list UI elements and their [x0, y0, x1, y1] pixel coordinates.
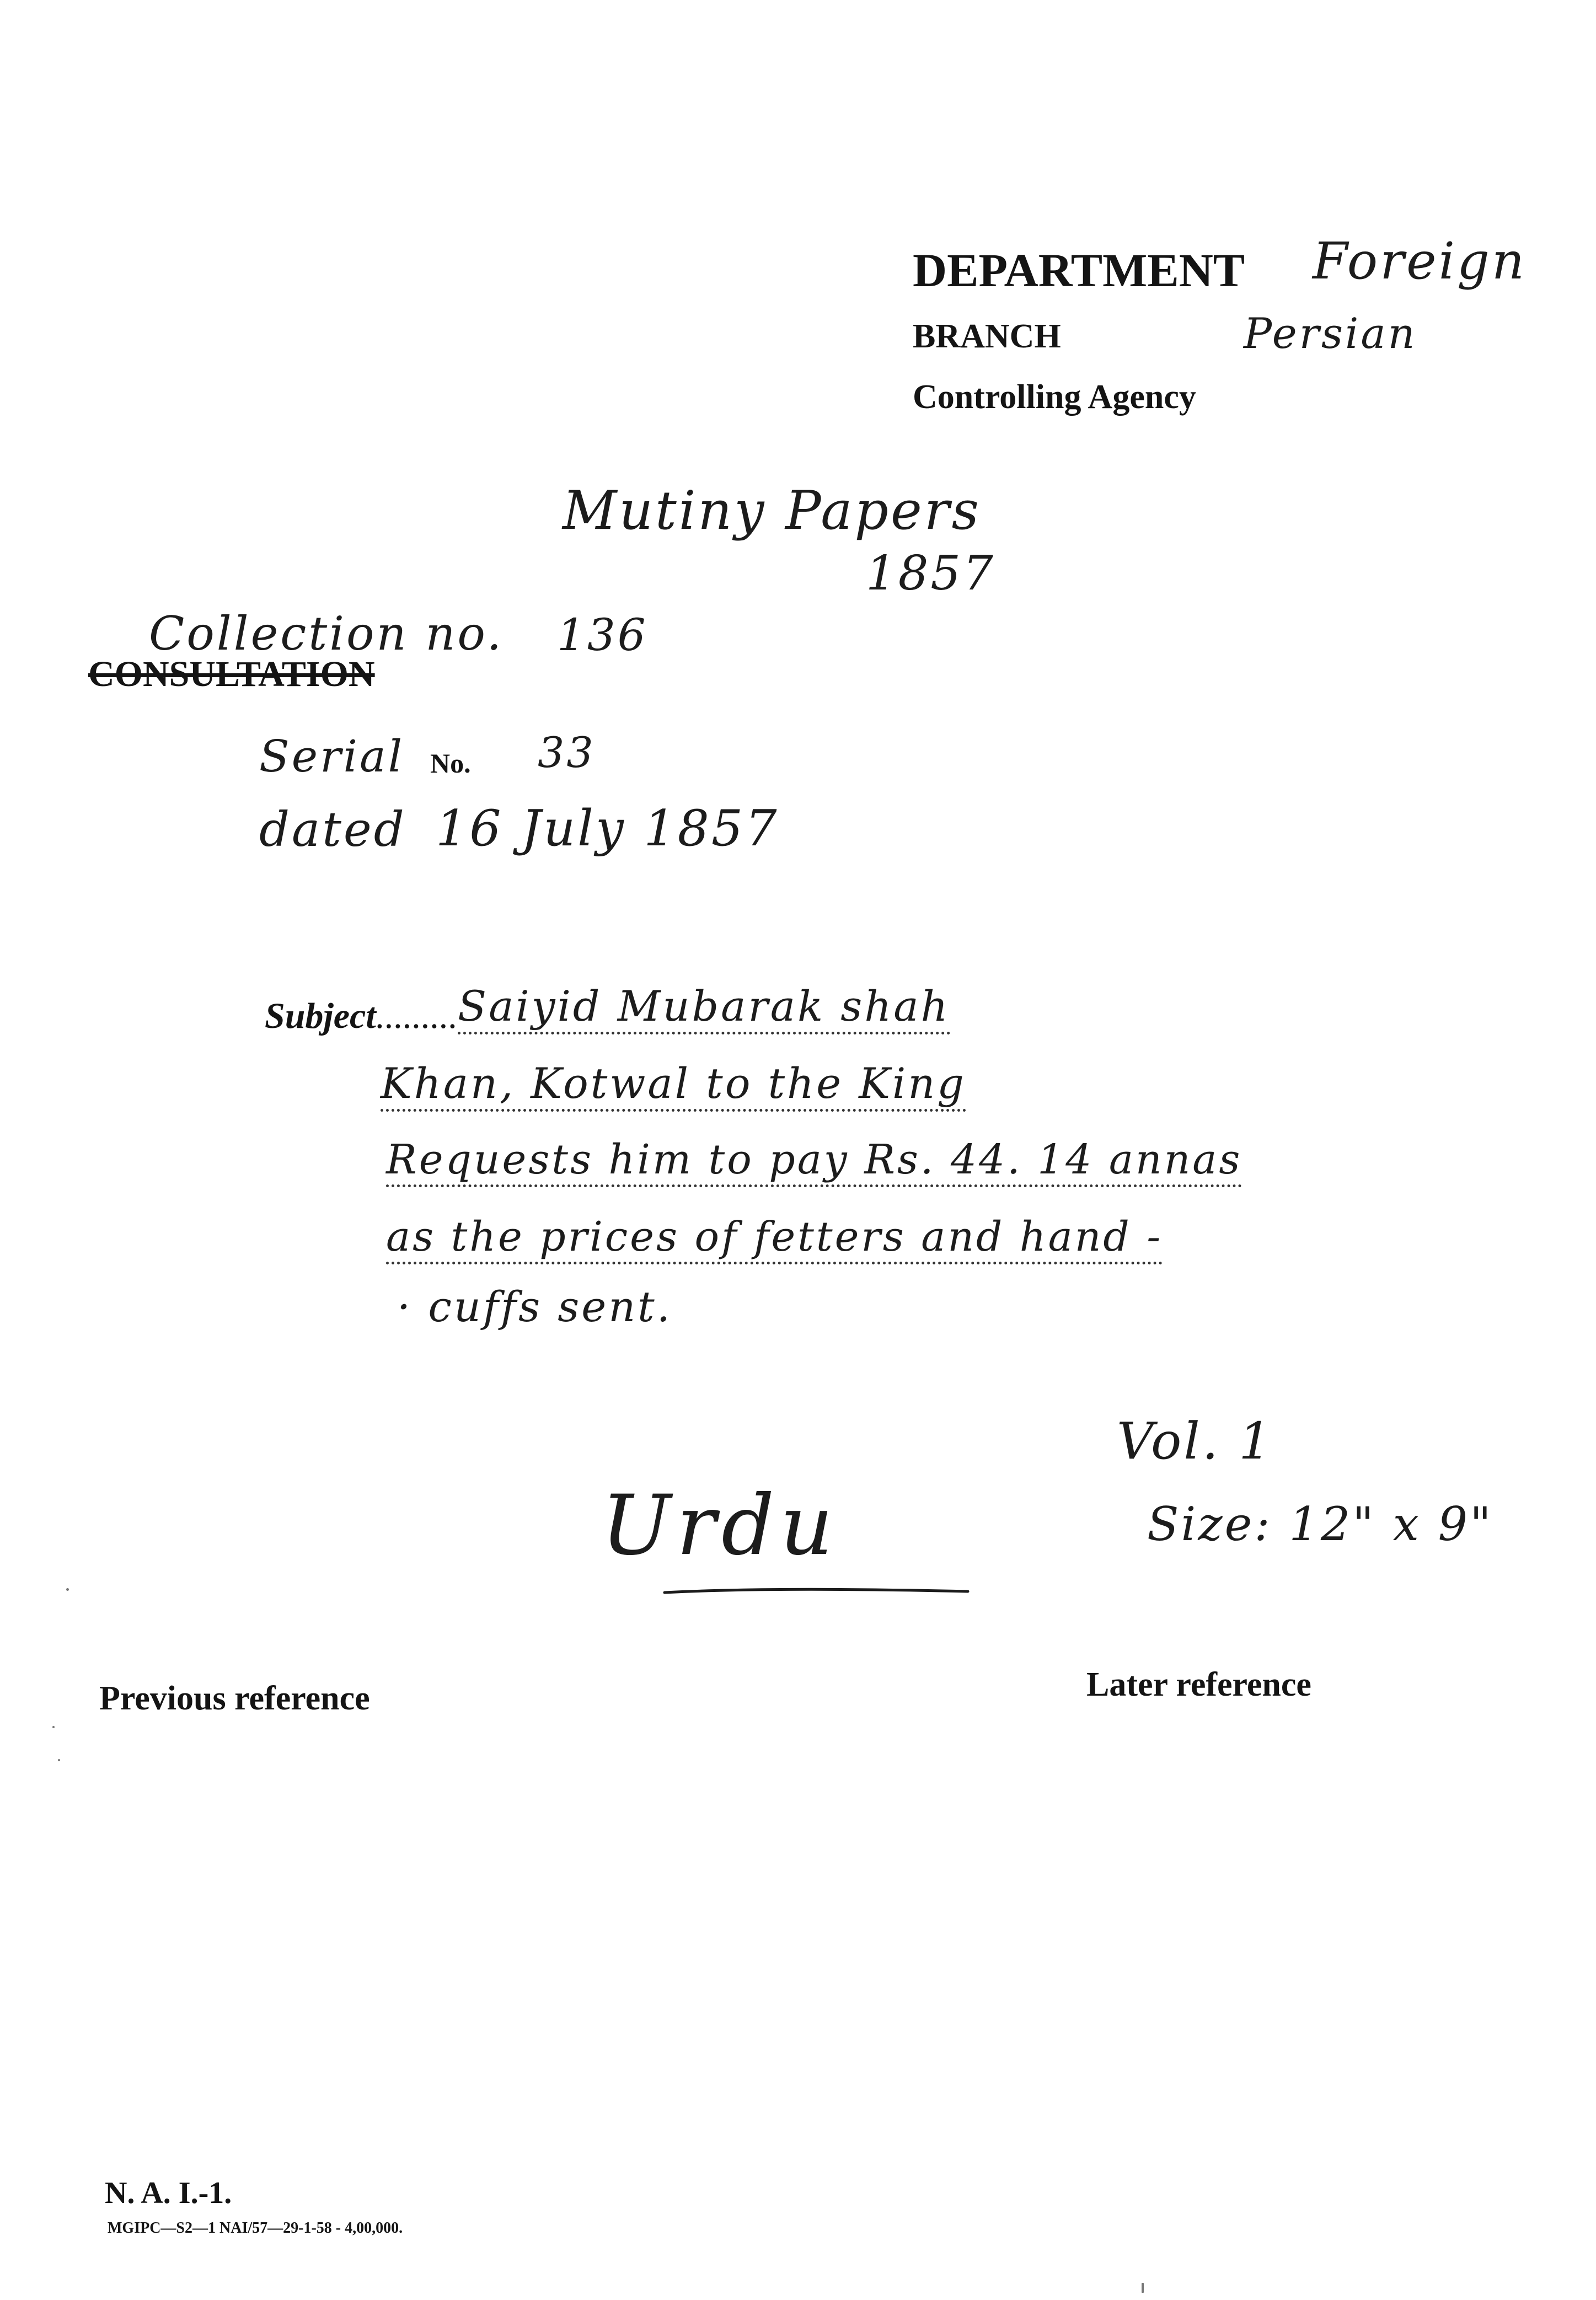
- department-value: Foreign: [1313, 232, 1527, 291]
- scan-speck: [66, 1588, 69, 1591]
- subject-label-leader: .........: [376, 996, 458, 1036]
- collection-title: Mutiny Papers: [563, 480, 981, 542]
- language-note: Urdu: [601, 1478, 839, 1574]
- collection-number-value: 136: [557, 609, 648, 661]
- serial-number-value: 33: [538, 728, 596, 777]
- department-label: DEPARTMENT: [913, 244, 1245, 297]
- volume-note: Vol. 1: [1117, 1412, 1273, 1471]
- serial-no-label: No.: [430, 748, 471, 779]
- scan-speck: [58, 1759, 60, 1761]
- form-number: N. A. I.-1.: [105, 2176, 232, 2210]
- consultation-label: CONSULTATION: [88, 654, 375, 694]
- collection-year: 1857: [866, 546, 995, 601]
- dated-value: 16 July 1857: [436, 800, 779, 857]
- subject-label-text: Subject: [265, 996, 376, 1036]
- subject-line-2: Khan, Kotwal to the King: [381, 1059, 966, 1112]
- branch-label: BRANCH: [913, 318, 1061, 355]
- controlling-agency-label: Controlling Agency: [913, 378, 1196, 416]
- subject-line-4: as the prices of fetters and hand -: [386, 1213, 1163, 1264]
- subject-line-5: · cuffs sent.: [397, 1282, 672, 1331]
- scan-speck: [52, 1726, 55, 1728]
- dated-label: dated: [259, 802, 406, 857]
- language-underline: [662, 1583, 971, 1599]
- printer-line: MGIPC—S2—1 NAI/57—29-1-58 - 4,00,000.: [108, 2219, 403, 2237]
- subject-line-3: Requests him to pay Rs. 44. 14 annas: [386, 1136, 1242, 1187]
- later-reference-label: Later reference: [1086, 1666, 1311, 1703]
- serial-label: Serial: [259, 731, 405, 782]
- previous-reference-label: Previous reference: [99, 1680, 370, 1717]
- collection-number-label: Collection no.: [149, 607, 504, 661]
- subject-label: [265, 995, 458, 1037]
- subject-line-1: Saiyid Mubarak shah: [458, 982, 950, 1034]
- branch-value: Persian: [1244, 309, 1417, 358]
- scan-speck: [1142, 2283, 1144, 2293]
- size-note: Size: 12" x 9": [1147, 1497, 1493, 1551]
